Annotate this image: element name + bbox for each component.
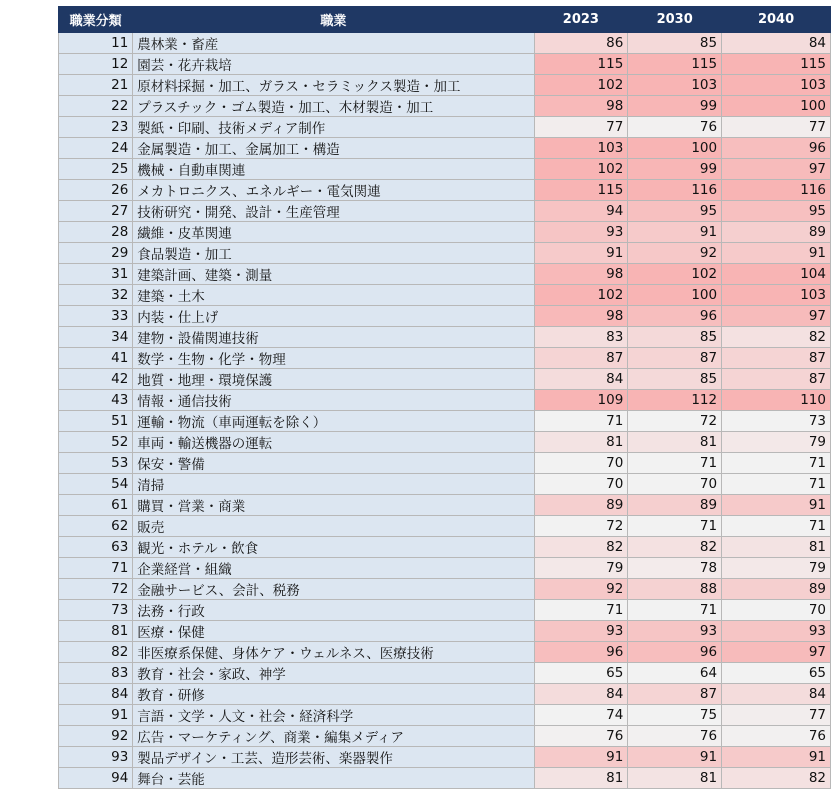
value-2040-cell: 71 — [722, 453, 831, 474]
header-year-2023: 2023 — [534, 7, 628, 33]
value-2040-cell: 115 — [722, 54, 831, 75]
occupation-name-cell: 繊維・皮革関連 — [133, 222, 534, 243]
value-2030-cell: 71 — [628, 600, 722, 621]
occupation-code-cell: 23 — [59, 117, 133, 138]
value-2023-cell: 76 — [534, 726, 628, 747]
table-row — [59, 75, 831, 96]
value-2030-cell: 81 — [628, 432, 722, 453]
value-2040-cell: 79 — [722, 432, 831, 453]
value-2040-cell: 71 — [722, 516, 831, 537]
value-2040-cell: 76 — [722, 726, 831, 747]
value-2030-cell: 115 — [628, 54, 722, 75]
value-2030-cell: 96 — [628, 642, 722, 663]
occupation-code-cell: 61 — [59, 495, 133, 516]
value-2023-cell: 102 — [534, 285, 628, 306]
value-2030-cell: 76 — [628, 117, 722, 138]
value-2023-cell: 102 — [534, 159, 628, 180]
value-2030-cell: 92 — [628, 243, 722, 264]
occupation-code-cell: 91 — [59, 705, 133, 726]
value-2030-cell: 72 — [628, 411, 722, 432]
occupation-name-cell: 清掃 — [133, 474, 534, 495]
occupation-name-cell: 建築・土木 — [133, 285, 534, 306]
header-code: 職業分類 — [59, 7, 133, 33]
value-2023-cell: 92 — [534, 579, 628, 600]
value-2030-cell: 85 — [628, 327, 722, 348]
value-2023-cell: 83 — [534, 327, 628, 348]
value-2040-cell: 73 — [722, 411, 831, 432]
occupation-code-cell: 53 — [59, 453, 133, 474]
occupation-name-cell: 技術研究・開発、設計・生産管理 — [133, 201, 534, 222]
occupation-code-cell: 31 — [59, 264, 133, 285]
table-row — [59, 285, 831, 306]
occupation-name-cell: 教育・研修 — [133, 684, 534, 705]
occupation-name-cell: 数学・生物・化学・物理 — [133, 348, 534, 369]
occupation-name-cell: 教育・社会・家政、神学 — [133, 663, 534, 684]
occupation-code-cell: 62 — [59, 516, 133, 537]
value-2040-cell: 89 — [722, 222, 831, 243]
table-row — [59, 558, 831, 579]
value-2030-cell: 102 — [628, 264, 722, 285]
value-2040-cell: 81 — [722, 537, 831, 558]
value-2023-cell: 96 — [534, 642, 628, 663]
occupation-name-cell: 農林業・畜産 — [133, 33, 534, 54]
value-2030-cell: 100 — [628, 285, 722, 306]
occupation-code-cell: 94 — [59, 768, 133, 789]
value-2040-cell: 70 — [722, 600, 831, 621]
table-row — [59, 243, 831, 264]
value-2023-cell: 70 — [534, 453, 628, 474]
table-row — [59, 201, 831, 222]
occupation-name-cell: プラスチック・ゴム製造・加工、木材製造・加工 — [133, 96, 534, 117]
table-row — [59, 306, 831, 327]
value-2040-cell: 87 — [722, 348, 831, 369]
occupation-name-cell: 広告・マーケティング、商業・編集メディア — [133, 726, 534, 747]
occupation-code-cell: 28 — [59, 222, 133, 243]
value-2030-cell: 82 — [628, 537, 722, 558]
value-2023-cell: 86 — [534, 33, 628, 54]
occupation-code-cell: 29 — [59, 243, 133, 264]
value-2030-cell: 103 — [628, 75, 722, 96]
value-2040-cell: 77 — [722, 705, 831, 726]
occupation-code-cell: 33 — [59, 306, 133, 327]
table-row — [59, 684, 831, 705]
value-2023-cell: 84 — [534, 684, 628, 705]
value-2023-cell: 79 — [534, 558, 628, 579]
occupation-code-cell: 22 — [59, 96, 133, 117]
occupation-name-cell: 園芸・花卉栽培 — [133, 54, 534, 75]
occupation-name-cell: 内装・仕上げ — [133, 306, 534, 327]
value-2030-cell: 75 — [628, 705, 722, 726]
table-row — [59, 600, 831, 621]
occupation-code-cell: 54 — [59, 474, 133, 495]
occupation-name-cell: 地質・地理・環境保護 — [133, 369, 534, 390]
table-row — [59, 159, 831, 180]
value-2030-cell: 89 — [628, 495, 722, 516]
value-2023-cell: 74 — [534, 705, 628, 726]
occupation-code-cell: 72 — [59, 579, 133, 600]
value-2040-cell: 65 — [722, 663, 831, 684]
value-2023-cell: 115 — [534, 180, 628, 201]
value-2023-cell: 109 — [534, 390, 628, 411]
table-row — [59, 33, 831, 54]
value-2030-cell: 93 — [628, 621, 722, 642]
value-2030-cell: 87 — [628, 684, 722, 705]
occupation-code-cell: 26 — [59, 180, 133, 201]
occupation-name-cell: 建築計画、建築・測量 — [133, 264, 534, 285]
table-body — [59, 33, 831, 789]
table-row — [59, 579, 831, 600]
occupation-code-cell: 32 — [59, 285, 133, 306]
value-2040-cell: 91 — [722, 243, 831, 264]
value-2030-cell: 71 — [628, 516, 722, 537]
value-2030-cell: 81 — [628, 768, 722, 789]
occupation-code-cell: 71 — [59, 558, 133, 579]
value-2040-cell: 82 — [722, 327, 831, 348]
table-row — [59, 264, 831, 285]
table-row — [59, 54, 831, 75]
header-year-2030: 2030 — [628, 7, 722, 33]
value-2030-cell: 78 — [628, 558, 722, 579]
table-row — [59, 705, 831, 726]
value-2023-cell: 103 — [534, 138, 628, 159]
table-row — [59, 180, 831, 201]
occupation-code-cell: 25 — [59, 159, 133, 180]
value-2030-cell: 71 — [628, 453, 722, 474]
occupation-code-cell: 51 — [59, 411, 133, 432]
occupation-code-cell: 84 — [59, 684, 133, 705]
occupation-name-cell: 法務・行政 — [133, 600, 534, 621]
value-2040-cell: 103 — [722, 75, 831, 96]
occupation-name-cell: 原材料採掘・加工、ガラス・セラミックス製造・加工 — [133, 75, 534, 96]
value-2030-cell: 70 — [628, 474, 722, 495]
value-2023-cell: 82 — [534, 537, 628, 558]
occupation-name-cell: 運輸・物流（車両運転を除く） — [133, 411, 534, 432]
occupation-name-cell: 企業経営・組織 — [133, 558, 534, 579]
occupation-name-cell: 製品デザイン・工芸、造形芸術、楽器製作 — [133, 747, 534, 768]
occupation-name-cell: 購買・営業・商業 — [133, 495, 534, 516]
value-2030-cell: 85 — [628, 33, 722, 54]
occupation-name-cell: 言語・文学・人文・社会・経済科学 — [133, 705, 534, 726]
table-row — [59, 138, 831, 159]
value-2040-cell: 110 — [722, 390, 831, 411]
table-row — [59, 747, 831, 768]
occupation-name-cell: 保安・警備 — [133, 453, 534, 474]
value-2040-cell: 116 — [722, 180, 831, 201]
occupation-code-cell: 12 — [59, 54, 133, 75]
table-row — [59, 621, 831, 642]
occupation-code-cell: 63 — [59, 537, 133, 558]
value-2023-cell: 89 — [534, 495, 628, 516]
value-2023-cell: 77 — [534, 117, 628, 138]
value-2030-cell: 91 — [628, 747, 722, 768]
value-2023-cell: 71 — [534, 411, 628, 432]
occupation-name-cell: 金融サービス、会計、税務 — [133, 579, 534, 600]
value-2023-cell: 91 — [534, 747, 628, 768]
table-row — [59, 369, 831, 390]
occupation-code-cell: 24 — [59, 138, 133, 159]
table-row — [59, 390, 831, 411]
occupation-code-cell: 81 — [59, 621, 133, 642]
header-occupation: 職業 — [133, 7, 534, 33]
occupation-code-cell: 21 — [59, 75, 133, 96]
occupation-name-cell: 非医療系保健、身体ケア・ウェルネス、医療技術 — [133, 642, 534, 663]
value-2030-cell: 85 — [628, 369, 722, 390]
occupation-name-cell: 車両・輸送機器の運転 — [133, 432, 534, 453]
table-row — [59, 348, 831, 369]
value-2040-cell: 104 — [722, 264, 831, 285]
table-row — [59, 537, 831, 558]
value-2040-cell: 93 — [722, 621, 831, 642]
table-row — [59, 453, 831, 474]
value-2023-cell: 71 — [534, 600, 628, 621]
occupation-code-cell: 41 — [59, 348, 133, 369]
occupation-name-cell: 観光・ホテル・飲食 — [133, 537, 534, 558]
value-2040-cell: 97 — [722, 306, 831, 327]
table-row — [59, 663, 831, 684]
table-row — [59, 432, 831, 453]
value-2030-cell: 96 — [628, 306, 722, 327]
value-2040-cell: 89 — [722, 579, 831, 600]
value-2040-cell: 103 — [722, 285, 831, 306]
table-row — [59, 96, 831, 117]
value-2023-cell: 102 — [534, 75, 628, 96]
occupation-name-cell: 製紙・印刷、技術メディア制作 — [133, 117, 534, 138]
occupation-name-cell: 金属製造・加工、金属加工・構造 — [133, 138, 534, 159]
occupation-name-cell: 舞台・芸能 — [133, 768, 534, 789]
value-2023-cell: 93 — [534, 222, 628, 243]
value-2023-cell: 87 — [534, 348, 628, 369]
table-row — [59, 516, 831, 537]
value-2040-cell: 91 — [722, 495, 831, 516]
value-2040-cell: 84 — [722, 33, 831, 54]
value-2023-cell: 81 — [534, 432, 628, 453]
value-2030-cell: 95 — [628, 201, 722, 222]
table-row — [59, 474, 831, 495]
table-row — [59, 642, 831, 663]
occupation-name-cell: 機械・自動車関連 — [133, 159, 534, 180]
value-2040-cell: 79 — [722, 558, 831, 579]
table-row — [59, 495, 831, 516]
occupation-code-cell: 92 — [59, 726, 133, 747]
occupation-code-cell: 42 — [59, 369, 133, 390]
value-2040-cell: 97 — [722, 159, 831, 180]
occupation-name-cell: 建物・設備関連技術 — [133, 327, 534, 348]
occupation-index-table — [58, 6, 831, 789]
value-2023-cell: 98 — [534, 306, 628, 327]
occupation-code-cell: 52 — [59, 432, 133, 453]
value-2023-cell: 115 — [534, 54, 628, 75]
value-2023-cell: 65 — [534, 663, 628, 684]
value-2023-cell: 81 — [534, 768, 628, 789]
value-2030-cell: 91 — [628, 222, 722, 243]
value-2023-cell: 98 — [534, 96, 628, 117]
value-2040-cell: 84 — [722, 684, 831, 705]
value-2030-cell: 100 — [628, 138, 722, 159]
occupation-code-cell: 73 — [59, 600, 133, 621]
value-2023-cell: 98 — [534, 264, 628, 285]
occupation-code-cell: 83 — [59, 663, 133, 684]
value-2023-cell: 84 — [534, 369, 628, 390]
value-2030-cell: 76 — [628, 726, 722, 747]
value-2040-cell: 82 — [722, 768, 831, 789]
value-2040-cell: 87 — [722, 369, 831, 390]
value-2030-cell: 116 — [628, 180, 722, 201]
value-2030-cell: 112 — [628, 390, 722, 411]
value-2023-cell: 70 — [534, 474, 628, 495]
occupation-name-cell: 販売 — [133, 516, 534, 537]
value-2023-cell: 94 — [534, 201, 628, 222]
occupation-code-cell: 82 — [59, 642, 133, 663]
value-2040-cell: 97 — [722, 642, 831, 663]
value-2040-cell: 100 — [722, 96, 831, 117]
value-2030-cell: 99 — [628, 96, 722, 117]
occupation-code-cell: 34 — [59, 327, 133, 348]
value-2030-cell: 88 — [628, 579, 722, 600]
value-2023-cell: 72 — [534, 516, 628, 537]
value-2023-cell: 93 — [534, 621, 628, 642]
value-2030-cell: 87 — [628, 348, 722, 369]
header-year-2040: 2040 — [722, 7, 831, 33]
value-2030-cell: 99 — [628, 159, 722, 180]
occupation-code-cell: 27 — [59, 201, 133, 222]
value-2023-cell: 91 — [534, 243, 628, 264]
table-row — [59, 222, 831, 243]
value-2040-cell: 95 — [722, 201, 831, 222]
table-row — [59, 411, 831, 432]
table-row — [59, 726, 831, 747]
occupation-code-cell: 11 — [59, 33, 133, 54]
table-row — [59, 768, 831, 789]
value-2040-cell: 77 — [722, 117, 831, 138]
value-2030-cell: 64 — [628, 663, 722, 684]
header-row — [59, 7, 831, 33]
table-row — [59, 117, 831, 138]
value-2040-cell: 71 — [722, 474, 831, 495]
value-2040-cell: 96 — [722, 138, 831, 159]
value-2040-cell: 91 — [722, 747, 831, 768]
occupation-name-cell: メカトロニクス、エネルギー・電気関連 — [133, 180, 534, 201]
occupation-code-cell: 93 — [59, 747, 133, 768]
occupation-name-cell: 食品製造・加工 — [133, 243, 534, 264]
occupation-code-cell: 43 — [59, 390, 133, 411]
occupation-name-cell: 情報・通信技術 — [133, 390, 534, 411]
table-row — [59, 327, 831, 348]
occupation-name-cell: 医療・保健 — [133, 621, 534, 642]
